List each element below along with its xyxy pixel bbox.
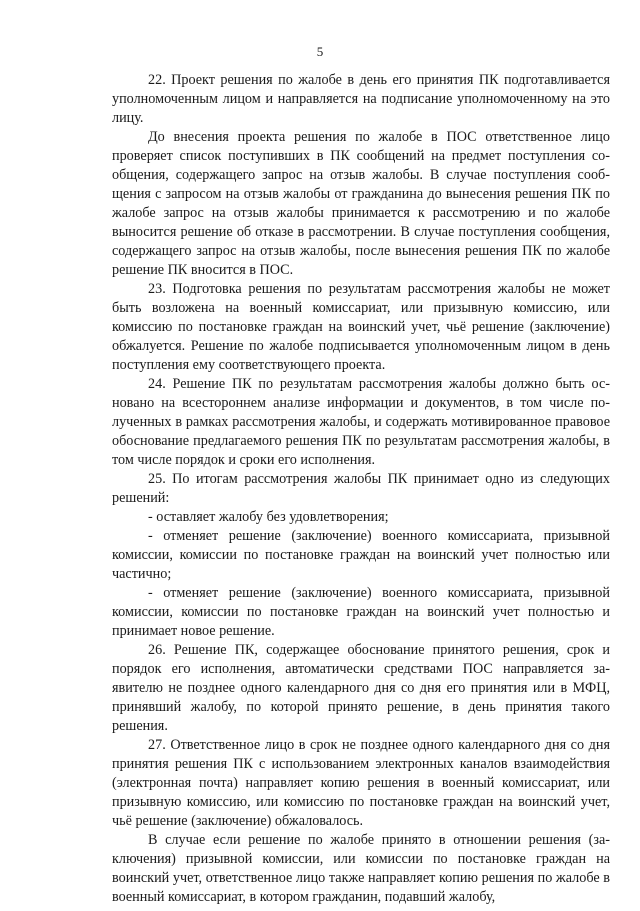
paragraph-24: 24. Решение ПК по результатам рассмотрения жалобы должно быть основано на всестороннем анализе информации и документов, в том числе полученных в рамках рассмотрения жалобы, и содержать мотивированное правовое обоснование предлагаемого решения ПК по результатам рассмотрения жалобы, в том числе порядок и сроки его исполнения. xyxy=(112,376,610,468)
list-item-cancel-partial: - отменяет решение (заключение) военного комиссариата, призывной комиссии, комиссии по постановке граждан на воинский учет полностью или частично; xyxy=(112,528,610,582)
paragraph-27: 27. Ответственное лицо в срок не позднее одного календарного дня со дня принятия решения ПК с использованием электронных каналов взаимодействия (электронная почта) направляет копию решения в военный комиссариат, или призывную комиссию, или комиссию по постановке граждан на воинский учет, чьё решение (заключение) обжаловалось. xyxy=(112,737,610,829)
page-number: 5 xyxy=(316,44,324,59)
paragraph-25: 25. По итогам рассмотрения жалобы ПК принимает одно из следующих решений: xyxy=(112,471,610,506)
list-item-reject: - оставляет жалобу без удовлетворения; xyxy=(148,509,389,525)
paragraph-22-continued: До внесения проекта решения по жалобе в ПОС ответственное лицо проверяет список поступивших в ПК сообщений на предмет поступления сообщения, содержащего запрос на отзыв жалобы. В случае поступления сообщения с запросом на отзыв жалобы от гражданина до вынесения решения ПК по жалобе запрос на отзыв жалобы принимается к рассмотрению и по жалобе выносится решение об отказе в рассмотрении. В случае поступления сообщения, содержащего запрос на отзыв жалобы, после вынесения решения ПК по жалобе решение ПК вносится в ПОС. xyxy=(112,129,610,278)
document-body xyxy=(112,71,610,907)
paragraph-22: 22. Проект решения по жалобе в день его принятия ПК подготавливается уполномоченным лицом и направляется на подписание уполномоченному на это лицу. xyxy=(112,72,610,126)
paragraph-27-continued: В случае если решение по жалобе принято в отношении решения (заключения) призывной комиссии, или комиссии по постановке граждан на воинский учет, ответственное лицо также направляет копию решения по жалобе в военный комиссариат, в котором гражданин, подавший жалобу, xyxy=(112,832,610,905)
paragraph-26: 26. Решение ПК, содержащее обоснование принятого решения, срок и порядок его исполнения, автоматически средствами ПОС направляется заявителю не позднее одного календарного дня со дня его принятия или в МФЦ, принявший жалобу, по которой принято решение, в день принятия такого решения. xyxy=(112,642,610,734)
list-item-cancel-new-decision: - отменяет решение (заключение) военного комиссариата, призывной комиссии, комиссии по постановке граждан на воинский учет полностью и принимает новое решение. xyxy=(112,585,610,639)
paragraph-23: 23. Подготовка решения по результатам рассмотрения жалобы не может быть возложена на военный комиссариат, или призывную комиссию, или комиссию по постановке граждан на воинский учет, чьё решение (заключение) обжалуется. Решение по жалобе подписывается уполномоченным лицом в день поступления ему соответствующего проекта. xyxy=(112,281,610,373)
